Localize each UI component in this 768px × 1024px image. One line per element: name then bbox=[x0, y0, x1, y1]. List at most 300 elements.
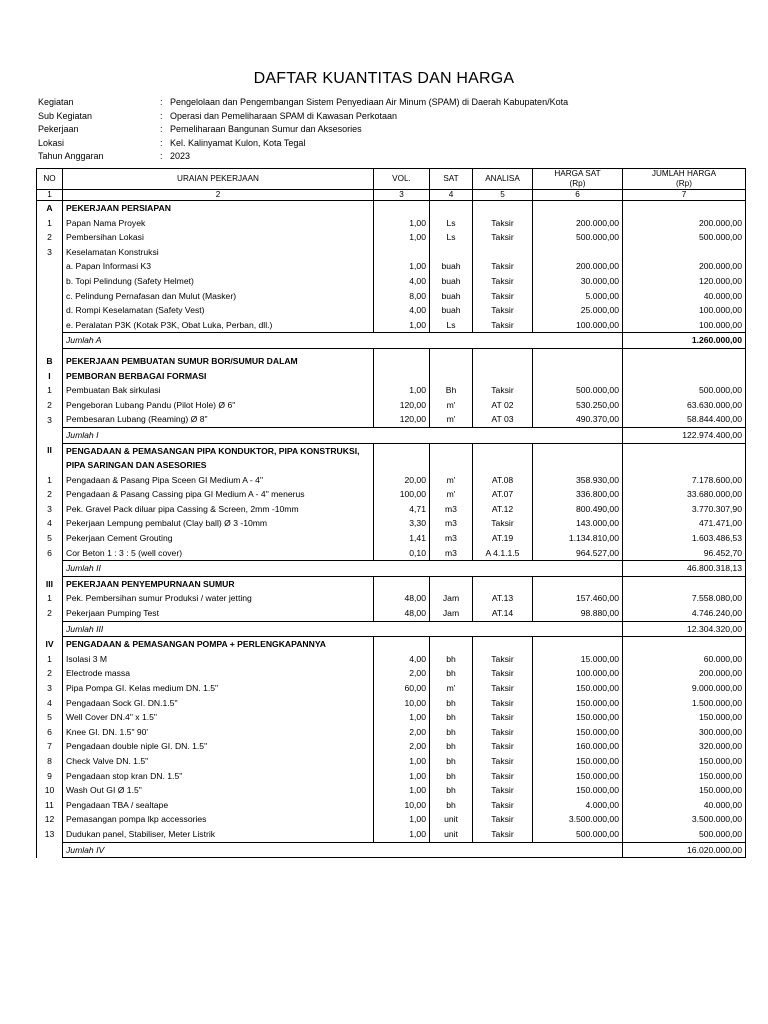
cell-no bbox=[37, 318, 63, 333]
cell-jumlah: 3.770.307,90 bbox=[623, 502, 746, 517]
cell-vol: 1,00 bbox=[374, 259, 430, 274]
empty-cell bbox=[473, 201, 533, 216]
empty-cell bbox=[37, 621, 63, 637]
cell-vol bbox=[374, 245, 430, 260]
cell-desc: Cor Beton 1 : 3 : 5 (well cover) bbox=[63, 546, 374, 561]
empty-cell bbox=[623, 458, 746, 473]
cell-desc: Check Valve DN. 1.5" bbox=[63, 754, 374, 769]
cell-vol: 8,00 bbox=[374, 289, 430, 304]
section-number: B bbox=[37, 354, 63, 369]
empty-cell bbox=[37, 333, 63, 349]
cell-no bbox=[37, 303, 63, 318]
cell-desc: Pengadaan double niple GI. DN. 1.5" bbox=[63, 739, 374, 754]
cell-sat: unit bbox=[430, 812, 473, 827]
empty-cell bbox=[374, 369, 430, 384]
empty-cell bbox=[430, 201, 473, 216]
section-number: III bbox=[37, 576, 63, 591]
cell-vol: 4,00 bbox=[374, 303, 430, 318]
empty-cell bbox=[623, 637, 746, 652]
cell-desc: Pembersihan Lokasi bbox=[63, 230, 374, 245]
cell-harga: 100.000,00 bbox=[533, 318, 623, 333]
cell-vol: 1,41 bbox=[374, 531, 430, 546]
cell-sat: m3 bbox=[430, 502, 473, 517]
cell-analisa: Taksir bbox=[473, 696, 533, 711]
section-number: I bbox=[37, 369, 63, 384]
cell-sat: bh bbox=[430, 652, 473, 667]
cell-no bbox=[37, 274, 63, 289]
meta-key: Sub Kegiatan bbox=[38, 110, 93, 121]
cell-desc: Pengadaan Sock GI. DN.1.5" bbox=[63, 696, 374, 711]
section-title: PEKERJAAN PENYEMPURNAAN SUMUR bbox=[63, 576, 374, 591]
table-row bbox=[37, 502, 746, 517]
empty-cell bbox=[374, 443, 430, 458]
table-row bbox=[37, 754, 746, 769]
empty-cell bbox=[533, 443, 623, 458]
subtotal-value: 122.974.400,00 bbox=[623, 427, 746, 443]
cell-jumlah: 100.000,00 bbox=[623, 303, 746, 318]
table-row bbox=[37, 473, 746, 488]
cell-harga: 200.000,00 bbox=[533, 216, 623, 231]
cell-vol: 2,00 bbox=[374, 666, 430, 681]
empty-cell bbox=[473, 354, 533, 369]
meta-colon: : bbox=[160, 151, 163, 162]
cell-desc: Pembesaran Lubang (Reaming) Ø 8" bbox=[63, 412, 374, 427]
cell-sat: m' bbox=[430, 412, 473, 427]
cell-vol: 1,00 bbox=[374, 318, 430, 333]
cell-vol: 2,00 bbox=[374, 725, 430, 740]
quantity-price-table bbox=[36, 168, 746, 858]
cell-sat bbox=[430, 245, 473, 260]
section-row bbox=[37, 458, 746, 473]
cell-no: 1 bbox=[37, 591, 63, 606]
cell-no: 6 bbox=[37, 546, 63, 561]
meta-key: Tahun Anggaran bbox=[38, 151, 104, 162]
cell-vol: 1,00 bbox=[374, 827, 430, 842]
cell-vol: 10,00 bbox=[374, 696, 430, 711]
empty-cell bbox=[374, 458, 430, 473]
subtotal-label: Jumlah I bbox=[63, 427, 623, 443]
cell-harga: 157.460,00 bbox=[533, 591, 623, 606]
cell-vol: 3,30 bbox=[374, 516, 430, 531]
section-number bbox=[37, 458, 63, 473]
subtotal-label: Jumlah II bbox=[63, 561, 623, 577]
cell-no: 2 bbox=[37, 606, 63, 621]
subtotal-label: Jumlah IV bbox=[63, 842, 623, 858]
section-row bbox=[37, 354, 746, 369]
cell-analisa: Taksir bbox=[473, 383, 533, 398]
cell-analisa: Taksir bbox=[473, 318, 533, 333]
empty-cell bbox=[533, 201, 623, 216]
cell-harga: 150.000,00 bbox=[533, 681, 623, 696]
cell-harga: 1.134.810,00 bbox=[533, 531, 623, 546]
empty-cell bbox=[374, 354, 430, 369]
meta-key: Kegiatan bbox=[38, 97, 74, 107]
cell-analisa: Taksir bbox=[473, 259, 533, 274]
table-row bbox=[37, 412, 746, 427]
cell-no: 7 bbox=[37, 739, 63, 754]
cell-jumlah: 33.680.000,00 bbox=[623, 487, 746, 502]
cell-no: 1 bbox=[37, 383, 63, 398]
cell-analisa: Taksir bbox=[473, 289, 533, 304]
meta-value: Pengelolaan dan Pengembangan Sistem Penyediaan Air Minum (SPAM) di Daerah Kabupaten/Kota bbox=[170, 97, 569, 107]
cell-sat: buah bbox=[430, 259, 473, 274]
header-analisa: ANALISA bbox=[473, 169, 533, 190]
cell-sat: bh bbox=[430, 769, 473, 784]
cell-sat: m' bbox=[430, 398, 473, 413]
cell-vol: 2,00 bbox=[374, 739, 430, 754]
empty-cell bbox=[533, 354, 623, 369]
column-number: 4 bbox=[430, 190, 473, 201]
cell-no: 1 bbox=[37, 473, 63, 488]
empty-cell bbox=[430, 354, 473, 369]
table-body bbox=[37, 169, 746, 858]
cell-no: 2 bbox=[37, 666, 63, 681]
column-number: 2 bbox=[63, 190, 374, 201]
cell-jumlah: 40.000,00 bbox=[623, 798, 746, 813]
table-row bbox=[37, 487, 746, 502]
cell-harga: 150.000,00 bbox=[533, 783, 623, 798]
cell-desc: e. Peralatan P3K (Kotak P3K, Obat Luka, Perban, dll.) bbox=[63, 318, 374, 333]
cell-analisa: Taksir bbox=[473, 681, 533, 696]
cell-jumlah: 500.000,00 bbox=[623, 383, 746, 398]
cell-desc: Pengadaan TBA / sealtape bbox=[63, 798, 374, 813]
table-row bbox=[37, 769, 746, 784]
table-row bbox=[37, 274, 746, 289]
table-row bbox=[37, 289, 746, 304]
empty-cell bbox=[430, 458, 473, 473]
empty-cell bbox=[533, 369, 623, 384]
cell-desc: b. Topi Pelindung (Safety Helmet) bbox=[63, 274, 374, 289]
cell-jumlah: 1.500.000,00 bbox=[623, 696, 746, 711]
cell-sat: Ls bbox=[430, 318, 473, 333]
cell-sat: m' bbox=[430, 487, 473, 502]
subtotal-value: 12.304.320,00 bbox=[623, 621, 746, 637]
table-row bbox=[37, 710, 746, 725]
cell-harga: 500.000,00 bbox=[533, 383, 623, 398]
table-row bbox=[37, 666, 746, 681]
cell-analisa: AT 03 bbox=[473, 412, 533, 427]
empty-cell bbox=[430, 576, 473, 591]
table-row bbox=[37, 739, 746, 754]
cell-jumlah: 120.000,00 bbox=[623, 274, 746, 289]
cell-no: 12 bbox=[37, 812, 63, 827]
subtotal-row bbox=[37, 621, 746, 637]
cell-jumlah: 7.178.600,00 bbox=[623, 473, 746, 488]
cell-analisa: Taksir bbox=[473, 274, 533, 289]
cell-analisa: Taksir bbox=[473, 798, 533, 813]
cell-vol: 60,00 bbox=[374, 681, 430, 696]
cell-desc: Pekerjaan Lempung pembalut (Clay ball) Ø 3 -10mm bbox=[63, 516, 374, 531]
header-jumlah bbox=[623, 169, 746, 190]
cell-harga: 530.250,00 bbox=[533, 398, 623, 413]
cell-analisa: Taksir bbox=[473, 216, 533, 231]
empty-cell bbox=[430, 443, 473, 458]
cell-sat: m3 bbox=[430, 546, 473, 561]
empty-cell bbox=[430, 637, 473, 652]
table-row bbox=[37, 827, 746, 842]
empty-cell bbox=[623, 369, 746, 384]
column-number: 5 bbox=[473, 190, 533, 201]
cell-jumlah: 9.000.000,00 bbox=[623, 681, 746, 696]
table-row bbox=[37, 725, 746, 740]
cell-no: 11 bbox=[37, 798, 63, 813]
cell-harga: 15.000,00 bbox=[533, 652, 623, 667]
subtotal-row bbox=[37, 842, 746, 858]
cell-sat: bh bbox=[430, 666, 473, 681]
empty-cell bbox=[473, 576, 533, 591]
cell-analisa: AT 02 bbox=[473, 398, 533, 413]
meta-key: Lokasi bbox=[38, 137, 65, 148]
cell-analisa: Taksir bbox=[473, 769, 533, 784]
cell-vol: 10,00 bbox=[374, 798, 430, 813]
cell-desc: a. Papan Informasi K3 bbox=[63, 259, 374, 274]
empty-cell bbox=[374, 576, 430, 591]
cell-jumlah: 63.630.000,00 bbox=[623, 398, 746, 413]
section-row bbox=[37, 201, 746, 216]
cell-sat: m' bbox=[430, 681, 473, 696]
cell-jumlah: 150.000,00 bbox=[623, 769, 746, 784]
cell-jumlah: 40.000,00 bbox=[623, 289, 746, 304]
cell-vol: 48,00 bbox=[374, 606, 430, 621]
section-title: PIPA SARINGAN DAN ASESORIES bbox=[63, 458, 374, 473]
cell-sat: m3 bbox=[430, 516, 473, 531]
cell-analisa: AT.12 bbox=[473, 502, 533, 517]
cell-analisa: AT.08 bbox=[473, 473, 533, 488]
table-row bbox=[37, 798, 746, 813]
cell-harga: 150.000,00 bbox=[533, 769, 623, 784]
cell-vol: 1,00 bbox=[374, 769, 430, 784]
meta-row bbox=[38, 150, 568, 164]
cell-sat: bh bbox=[430, 710, 473, 725]
cell-no: 1 bbox=[37, 652, 63, 667]
cell-jumlah: 100.000,00 bbox=[623, 318, 746, 333]
meta-value: Pemeliharaan Bangunan Sumur dan Aksesories bbox=[170, 124, 362, 135]
cell-desc: c. Pelindung Pernafasan dan Mulut (Masker) bbox=[63, 289, 374, 304]
cell-analisa: A 4.1.1.5 bbox=[473, 546, 533, 561]
cell-no: 5 bbox=[37, 710, 63, 725]
cell-harga: 150.000,00 bbox=[533, 696, 623, 711]
cell-analisa: Taksir bbox=[473, 812, 533, 827]
table-row bbox=[37, 812, 746, 827]
column-number: 6 bbox=[533, 190, 623, 201]
cell-no: 4 bbox=[37, 696, 63, 711]
cell-no bbox=[37, 289, 63, 304]
table-row bbox=[37, 516, 746, 531]
cell-jumlah: 200.000,00 bbox=[623, 259, 746, 274]
cell-desc: Pek. Gravel Pack diluar pipa Cassing & Screen, 2mm -10mm bbox=[63, 502, 374, 517]
cell-analisa: AT.07 bbox=[473, 487, 533, 502]
table-row bbox=[37, 216, 746, 231]
table-row bbox=[37, 383, 746, 398]
cell-vol: 4,00 bbox=[374, 274, 430, 289]
header-jumlah-unit: (Rp) bbox=[676, 179, 692, 188]
cell-desc: Pemasangan pompa lkp accessories bbox=[63, 812, 374, 827]
section-title: PENGADAAN & PEMASANGAN PIPA KONDUKTOR, PIPA KONSTRUKSI, bbox=[63, 443, 374, 458]
cell-harga: 5.000,00 bbox=[533, 289, 623, 304]
cell-analisa: Taksir bbox=[473, 303, 533, 318]
cell-jumlah: 320.000,00 bbox=[623, 739, 746, 754]
empty-cell bbox=[533, 576, 623, 591]
header-sat: SAT bbox=[430, 169, 473, 190]
cell-jumlah: 200.000,00 bbox=[623, 666, 746, 681]
cell-vol: 4,71 bbox=[374, 502, 430, 517]
cell-sat: bh bbox=[430, 798, 473, 813]
cell-desc: Wash Out GI Ø 1.5" bbox=[63, 783, 374, 798]
cell-jumlah bbox=[623, 245, 746, 260]
cell-analisa: AT.13 bbox=[473, 591, 533, 606]
empty-cell bbox=[473, 458, 533, 473]
cell-analisa: Taksir bbox=[473, 230, 533, 245]
cell-sat: bh bbox=[430, 725, 473, 740]
table-row bbox=[37, 546, 746, 561]
cell-sat: Ls bbox=[430, 230, 473, 245]
cell-no: 6 bbox=[37, 725, 63, 740]
cell-analisa: Taksir bbox=[473, 666, 533, 681]
column-number: 7 bbox=[623, 190, 746, 201]
empty-cell bbox=[533, 458, 623, 473]
cell-jumlah: 150.000,00 bbox=[623, 783, 746, 798]
empty-cell bbox=[37, 561, 63, 577]
cell-vol: 48,00 bbox=[374, 591, 430, 606]
cell-sat: Bh bbox=[430, 383, 473, 398]
cell-vol: 120,00 bbox=[374, 398, 430, 413]
cell-jumlah: 471.471,00 bbox=[623, 516, 746, 531]
meta-row bbox=[38, 110, 568, 124]
cell-no: 9 bbox=[37, 769, 63, 784]
subtotal-value: 46.800.318,13 bbox=[623, 561, 746, 577]
cell-analisa: AT.14 bbox=[473, 606, 533, 621]
cell-sat: buah bbox=[430, 274, 473, 289]
cell-analisa: Taksir bbox=[473, 739, 533, 754]
cell-jumlah: 1.603.486,53 bbox=[623, 531, 746, 546]
section-number: II bbox=[37, 443, 63, 458]
cell-desc: Pekerjaan Cement Grouting bbox=[63, 531, 374, 546]
section-number: IV bbox=[37, 637, 63, 652]
cell-analisa: Taksir bbox=[473, 725, 533, 740]
cell-jumlah: 58.844.400,00 bbox=[623, 412, 746, 427]
section-row bbox=[37, 637, 746, 652]
subtotal-label: Jumlah III bbox=[63, 621, 623, 637]
cell-desc: d. Rompi Keselamatan (Safety Vest) bbox=[63, 303, 374, 318]
empty-cell bbox=[430, 369, 473, 384]
cell-harga: 160.000,00 bbox=[533, 739, 623, 754]
section-title: PEMBORAN BERBAGAI FORMASI bbox=[63, 369, 374, 384]
section-title: PEKERJAAN PERSIAPAN bbox=[63, 201, 374, 216]
table-row bbox=[37, 303, 746, 318]
cell-harga: 336.800,00 bbox=[533, 487, 623, 502]
cell-analisa: Taksir bbox=[473, 754, 533, 769]
empty-cell bbox=[374, 637, 430, 652]
cell-sat: bh bbox=[430, 696, 473, 711]
table-row bbox=[37, 230, 746, 245]
cell-harga: 500.000,00 bbox=[533, 827, 623, 842]
empty-cell bbox=[37, 427, 63, 443]
cell-jumlah: 7.558.080,00 bbox=[623, 591, 746, 606]
empty-cell bbox=[533, 637, 623, 652]
cell-sat: Jam bbox=[430, 606, 473, 621]
empty-cell bbox=[623, 201, 746, 216]
document-title: DAFTAR KUANTITAS DAN HARGA bbox=[253, 70, 515, 87]
empty-cell bbox=[623, 576, 746, 591]
cell-vol: 1,00 bbox=[374, 710, 430, 725]
subtotal-row bbox=[37, 427, 746, 443]
cell-no: 8 bbox=[37, 754, 63, 769]
cell-harga: 358.930,00 bbox=[533, 473, 623, 488]
header-uraian: URAIAN PEKERJAAN bbox=[63, 169, 374, 190]
cell-no: 2 bbox=[37, 230, 63, 245]
table-header-row bbox=[37, 169, 746, 190]
cell-vol: 0,10 bbox=[374, 546, 430, 561]
cell-desc: Papan Nama Proyek bbox=[63, 216, 374, 231]
cell-harga: 4.000,00 bbox=[533, 798, 623, 813]
cell-harga: 964.527,00 bbox=[533, 546, 623, 561]
cell-analisa: Taksir bbox=[473, 783, 533, 798]
cell-vol: 1,00 bbox=[374, 812, 430, 827]
cell-no: 1 bbox=[37, 216, 63, 231]
cell-jumlah: 500.000,00 bbox=[623, 827, 746, 842]
table-row bbox=[37, 652, 746, 667]
table-row bbox=[37, 398, 746, 413]
cell-vol: 120,00 bbox=[374, 412, 430, 427]
cell-desc: Pembuatan Bak sirkulasi bbox=[63, 383, 374, 398]
cell-harga: 98.880,00 bbox=[533, 606, 623, 621]
meta-colon: : bbox=[160, 97, 163, 107]
cell-jumlah: 200.000,00 bbox=[623, 216, 746, 231]
cell-sat: buah bbox=[430, 289, 473, 304]
empty-cell bbox=[473, 443, 533, 458]
column-number: 1 bbox=[37, 190, 63, 201]
cell-harga: 30.000,00 bbox=[533, 274, 623, 289]
empty-cell bbox=[374, 201, 430, 216]
cell-no: 3 bbox=[37, 412, 63, 427]
table-row bbox=[37, 681, 746, 696]
empty-cell bbox=[623, 443, 746, 458]
cell-harga: 500.000,00 bbox=[533, 230, 623, 245]
cell-harga: 143.000,00 bbox=[533, 516, 623, 531]
cell-desc: Pekerjaan Pumping Test bbox=[63, 606, 374, 621]
cell-no: 3 bbox=[37, 245, 63, 260]
table-row bbox=[37, 606, 746, 621]
cell-no: 3 bbox=[37, 681, 63, 696]
table-row bbox=[37, 245, 746, 260]
meta-row bbox=[38, 96, 568, 110]
section-title: PEKERJAAN PEMBUATAN SUMUR BOR/SUMUR DALAM bbox=[63, 354, 374, 369]
meta-value: Kel. Kalinyamat Kulon, Kota Tegal bbox=[170, 137, 306, 148]
subtotal-row bbox=[37, 561, 746, 577]
cell-desc: Pengadaan stop kran DN. 1.5" bbox=[63, 769, 374, 784]
project-info bbox=[38, 96, 568, 164]
cell-jumlah: 60.000,00 bbox=[623, 652, 746, 667]
cell-jumlah: 96.452,70 bbox=[623, 546, 746, 561]
cell-harga: 150.000,00 bbox=[533, 754, 623, 769]
table-row bbox=[37, 259, 746, 274]
section-row bbox=[37, 576, 746, 591]
empty-cell bbox=[623, 354, 746, 369]
table-row bbox=[37, 783, 746, 798]
cell-vol: 1,00 bbox=[374, 383, 430, 398]
cell-harga: 490.370,00 bbox=[533, 412, 623, 427]
cell-no bbox=[37, 259, 63, 274]
header-vol: VOL. bbox=[374, 169, 430, 190]
meta-colon: : bbox=[160, 110, 163, 121]
subtotal-value: 1.260.000,00 bbox=[623, 333, 746, 349]
section-row bbox=[37, 369, 746, 384]
meta-row bbox=[38, 123, 568, 137]
cell-jumlah: 3.500.000,00 bbox=[623, 812, 746, 827]
cell-sat: m3 bbox=[430, 531, 473, 546]
cell-jumlah: 500.000,00 bbox=[623, 230, 746, 245]
cell-vol: 100,00 bbox=[374, 487, 430, 502]
